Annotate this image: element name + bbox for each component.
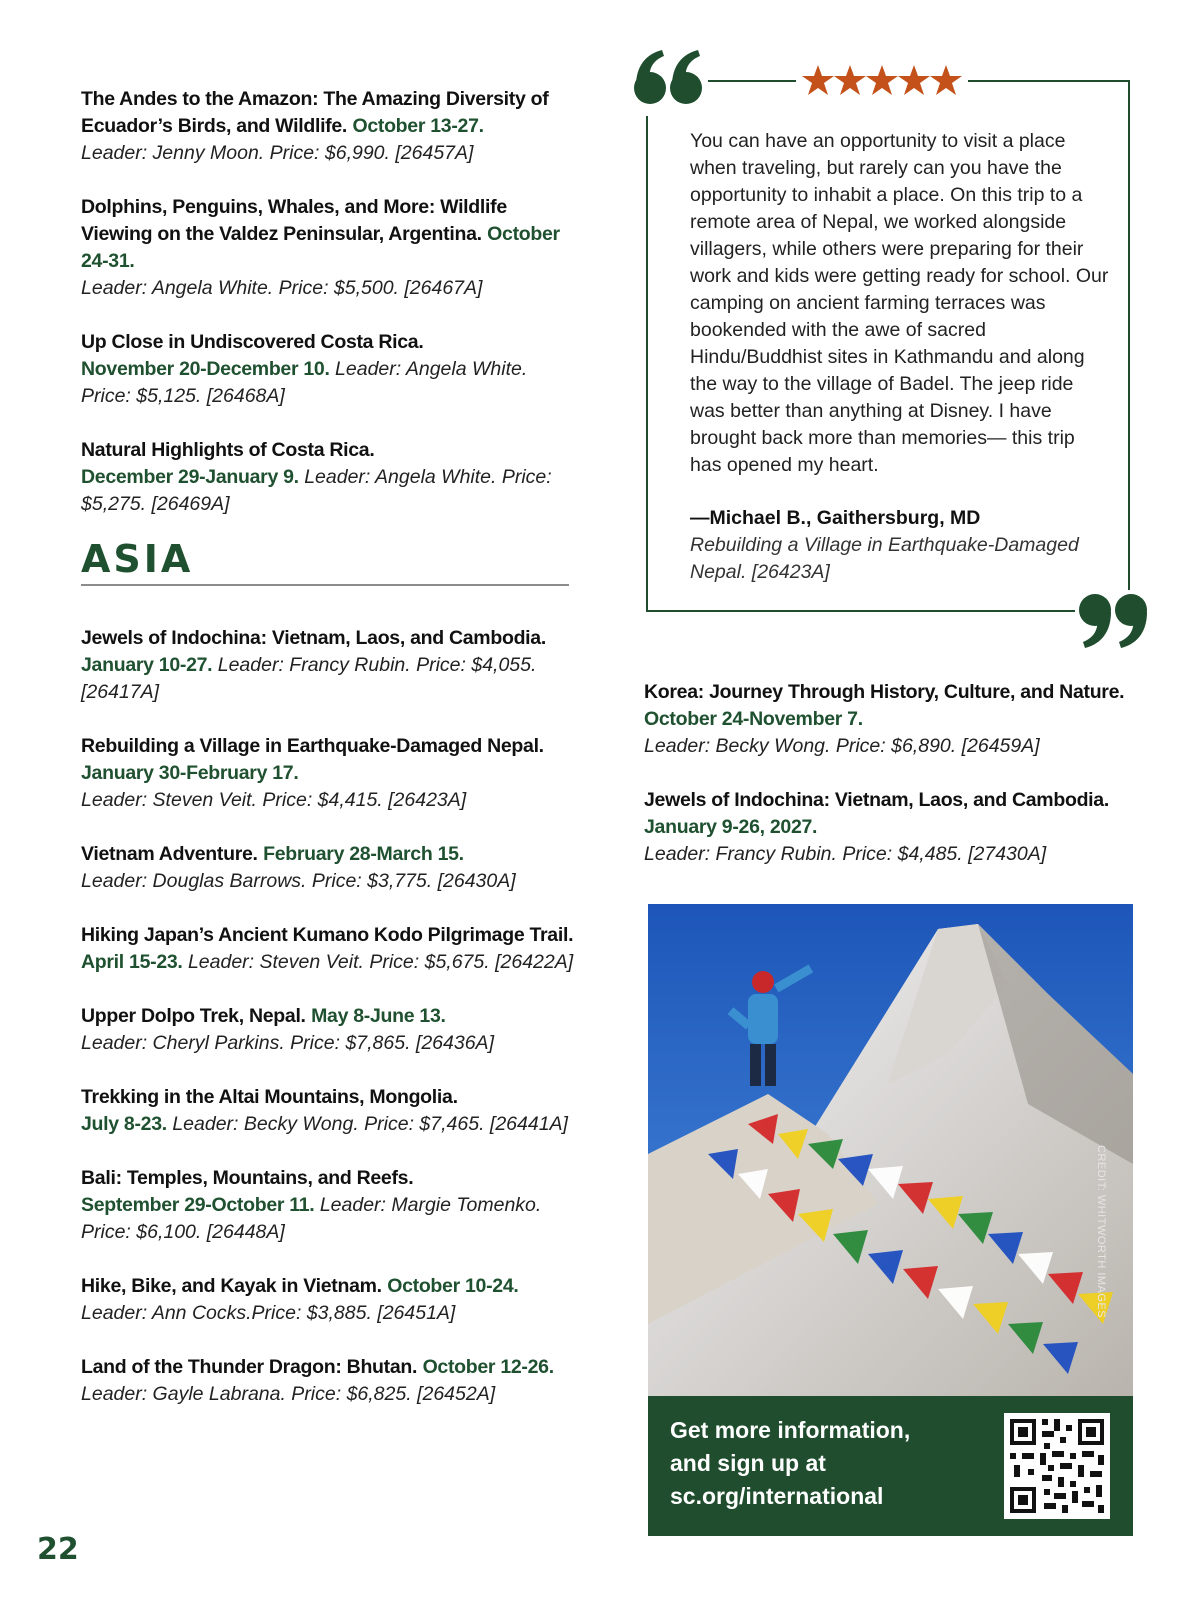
trip-dates: September 29-October 11. [81, 1194, 315, 1216]
trip-dates: May 8-June 13. [311, 1005, 446, 1027]
trip-item [81, 841, 581, 895]
photo-credit [1095, 1145, 1109, 1375]
trip-dates: December 29-January 9. [81, 466, 299, 488]
trip-item [81, 1003, 581, 1057]
trip-dates: January 10-27. [81, 654, 213, 676]
trip-detail: Leader: Ann Cocks.Price: $3,885. [26451A] [81, 1302, 456, 1324]
trip-detail: Leader: Jenny Moon. Price: $6,990. [26457A] [81, 142, 474, 164]
testimonial-author: —Michael B., Gaithersburg, MD [690, 507, 981, 529]
trip-title: Natural Highlights of Costa Rica. [81, 439, 375, 461]
star-icon [834, 65, 866, 95]
trip-dates: October 10-24. [387, 1275, 519, 1297]
trip-dates: October 13-27. [352, 115, 484, 137]
testimonial-quote: You can have an opportunity to visit a place when traveling, but rarely can you have the opportunity to inhabit a place. On this trip to a remote area of Nepal, we worked alongside villagers, while others were preparing for their work and kids were getting ready for school. Our camping on ancient farming terraces was bookended with the awe of sacred Hindu/Buddhist sites in Kathmandu and along the way to the village of Badel. The jeep ride was better than anything at Disney. I have brought back more than memories— this trip has opened my heart. [690, 130, 1109, 476]
trip-item [81, 625, 581, 706]
trip-title: Up Close in Undiscovered Costa Rica. [81, 331, 424, 353]
trip-dates: November 20-December 10. [81, 358, 330, 380]
trip-detail: Leader: Douglas Barrows. Price: $3,775. [26430A] [81, 870, 516, 892]
trip-detail: Leader: Steven Veit. Price: $5,675. [26422A] [187, 951, 574, 973]
section-heading-text: ASIA [81, 537, 194, 581]
trip-item [644, 679, 1144, 760]
trip-item [81, 922, 581, 976]
trip-dates: July 8-23. [81, 1113, 167, 1135]
trip-detail: Leader: Francy Rubin. Price: $4,055. [26417A] [81, 654, 537, 703]
trip-title: Rebuilding a Village in Earthquake-Damaged Nepal. [81, 735, 544, 757]
rating-stars [796, 62, 968, 102]
trip-detail: Leader: Francy Rubin. Price: $4,485. [27430A] [644, 843, 1047, 865]
trip-list-top [81, 86, 581, 545]
trip-item [81, 86, 581, 167]
trip-item [81, 1084, 581, 1138]
trip-title: Land of the Thunder Dragon: Bhutan. [81, 1356, 418, 1378]
trip-detail: Leader: Steven Veit. Price: $4,415. [26423A] [81, 789, 467, 811]
trip-detail: Leader: Gayle Labrana. Price: $6,825. [26452A] [81, 1383, 496, 1405]
trip-title: Hike, Bike, and Kayak in Vietnam. [81, 1275, 382, 1297]
section-heading [81, 538, 569, 586]
trip-detail: Leader: Angela White. Price: $5,125. [26468A] [81, 358, 528, 407]
trip-item [81, 733, 581, 814]
star-icon [898, 65, 930, 95]
trip-title: Trekking in the Altai Mountains, Mongolia. [81, 1086, 458, 1108]
trip-list-asia [81, 625, 581, 1435]
trip-title: Hiking Japan’s Ancient Kumano Kodo Pilgrimage Trail. [81, 924, 574, 946]
qr-code-icon[interactable] [1004, 1413, 1110, 1519]
trip-dates: October 24-November 7. [644, 708, 863, 730]
trip-dates: January 9-26, 2027. [644, 816, 818, 838]
trip-item [81, 437, 581, 518]
trip-title: Jewels of Indochina: Vietnam, Laos, and Cambodia. [81, 627, 546, 649]
trip-title: Upper Dolpo Trek, Nepal. [81, 1005, 306, 1027]
trip-dates: January 30-February 17. [81, 762, 299, 784]
trip-list-right [644, 679, 1144, 895]
mountain-prayer-flags-photo [648, 904, 1133, 1396]
trip-title: Korea: Journey Through History, Culture, and Nature. [644, 681, 1125, 703]
testimonial-trip: Rebuilding a Village in Earthquake-Damaged Nepal. [26423A] [690, 534, 1079, 583]
trip-dates: February 28-March 15. [263, 843, 464, 865]
star-icon [866, 65, 898, 95]
trip-dates: October 24-31. [81, 223, 560, 272]
trip-detail: Leader: Angela White. Price: $5,275. [26469A] [81, 466, 552, 515]
trip-title: Vietnam Adventure. [81, 843, 258, 865]
trip-dates: October 12-26. [422, 1356, 554, 1378]
trip-title: Bali: Temples, Mountains, and Reefs. [81, 1167, 414, 1189]
trip-dates: April 15-23. [81, 951, 183, 973]
star-icon [930, 65, 962, 95]
trip-detail: Leader: Becky Wong. Price: $6,890. [26459A] [644, 735, 1040, 757]
trip-item [81, 1165, 581, 1246]
open-quote-icon [628, 36, 708, 116]
trip-title: Dolphins, Penguins, Whales, and More: Wildlife Viewing on the Valdez Peninsular, Argentina. [81, 196, 507, 245]
star-icon [802, 65, 834, 95]
photo-credit-text: CREDIT: WHITWORTH IMAGES [1095, 1145, 1107, 1319]
trip-item [81, 194, 581, 302]
trip-item [81, 1354, 581, 1408]
trip-item [81, 329, 581, 410]
page-number: 22 [37, 1532, 79, 1567]
trip-item [81, 1273, 581, 1327]
trip-item [644, 787, 1144, 868]
testimonial-attribution [690, 505, 1110, 586]
signup-text: Get more information, and sign up at sc.org/international [670, 1417, 911, 1509]
close-quote-icon [1075, 590, 1155, 660]
trip-detail: Leader: Cheryl Parkins. Price: $7,865. [26436A] [81, 1032, 494, 1054]
trip-title: The Andes to the Amazon: The Amazing Diversity of Ecuador’s Birds, and Wildlife. [81, 88, 549, 137]
info-signup-banner [648, 1396, 1133, 1536]
trip-detail: Leader: Angela White. Price: $5,500. [26467A] [81, 277, 483, 299]
trip-detail: Leader: Becky Wong. Price: $7,465. [26441A] [172, 1113, 568, 1135]
trip-title: Jewels of Indochina: Vietnam, Laos, and Cambodia. [644, 789, 1109, 811]
trip-detail: Leader: Margie Tomenko. Price: $6,100. [26448A] [81, 1194, 542, 1243]
